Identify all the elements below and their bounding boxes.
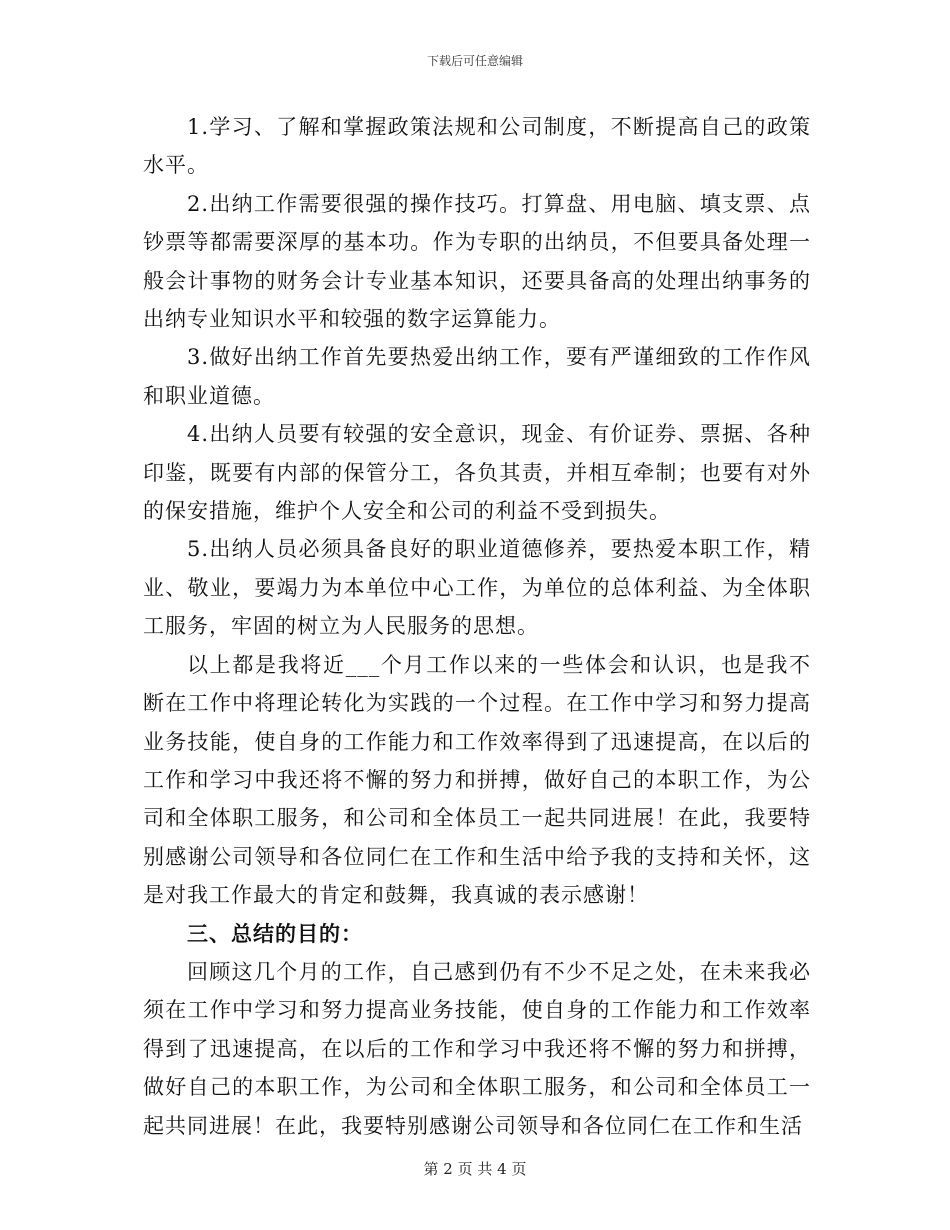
page-number-footer: 第 2 页 共 4 页: [423, 1160, 527, 1178]
paragraph-item-4: 4.出纳人员要有较强的安全意识，现金、有价证券、票据、各种印鉴，既要有内部的保管分工，各负其责，并相互牵制；也要有对外的保安措施，维护个人安全和公司的利益不受到损失。: [143, 422, 811, 524]
summary-paragraph: 以上都是我将近___个月工作以来的一些体会和认识，也是我不断在工作中将理论转化为实践的一个过程。在工作中学习和努力提高业务技能，使自身的工作能力和工作效率得到了迅速提高，在以后的工作和学习中我还将不懈的努力和拼搏，做好自己的本职工作，为公司和全体职工服务，和公司和全体员工一起共同进展！在此，我要特别感谢公司领导和各位同仁在工作和生活中给予我的支持和关怀，这是对我工作最大的肯定和鼓舞，我真诚的表示感谢！: [143, 652, 811, 908]
paragraph-item-1: 1.学习、了解和掌握政策法规和公司制度，不断提高自己的政策水平。: [143, 115, 811, 178]
closing-paragraph: 回顾这几个月的工作，自己感到仍有不少不足之处，在未来我必须在工作中学习和努力提高业务技能，使自身的工作能力和工作效率得到了迅速提高，在以后的工作和学习中我还将不懈的努力和拼搏，做好自己的本职工作，为公司和全体职工服务，和公司和全体员工一起共同进展！在此，我要特别感谢公司领导和各位同仁在工作和生活: [143, 959, 811, 1138]
paragraph-item-3: 3.做好出纳工作首先要热爱出纳工作，要有严谨细致的工作作风和职业道德。: [143, 345, 811, 408]
paragraph-item-5: 5.出纳人员必须具备良好的职业道德修养，要热爱本职工作，精业、敬业，要竭力为本单位中心工作，为单位的总体利益、为全体职工服务，牢固的树立为人民服务的思想。: [143, 537, 811, 639]
section-heading: 三、总结的目的：: [187, 920, 363, 946]
page-header: 下载后可任意编辑: [426, 54, 523, 68]
paragraph-item-2: 2.出纳工作需要很强的操作技巧。打算盘、用电脑、填支票、点钞票等都需要深厚的基本功。作为专职的出纳员，不但要具备处理一般会计事物的财务会计专业基本知识，还要具备高的处理出纳事务的出纳专业知识水平和较强的数字运算能力。: [143, 191, 811, 332]
document-body: [143, 108, 811, 1145]
